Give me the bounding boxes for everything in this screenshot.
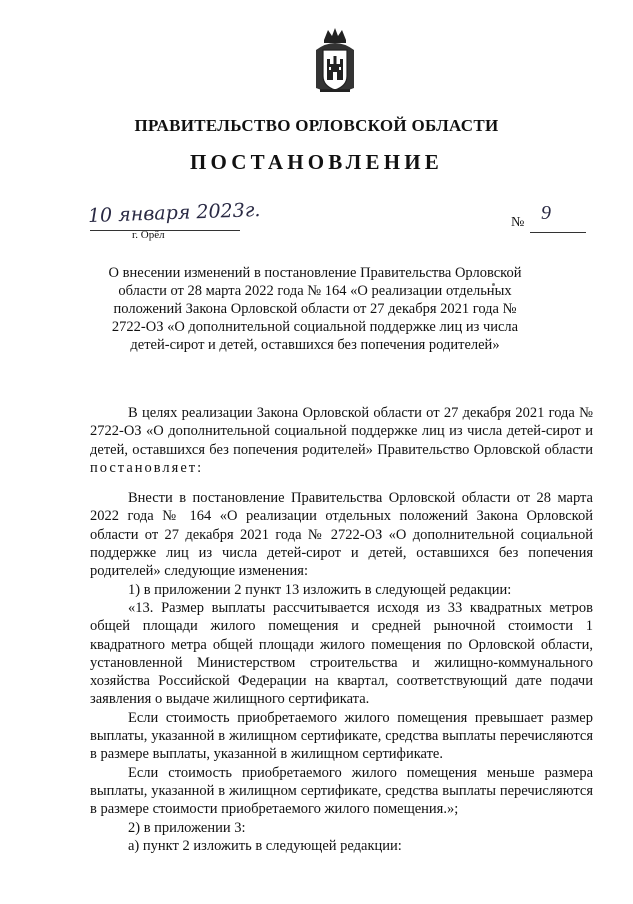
lower-cost-paragraph: Если стоимость приобретаемого жилого помещения меньше размера выплаты, указанной в жилищном сертификате, средства выплаты перечисляются в размере стоимости приобретаемого жилого помещения.»; xyxy=(90,764,593,818)
subitem-a-paragraph: а) пункт 2 изложить в следующей редакции: xyxy=(128,837,402,854)
item-2-paragraph: 2) в приложении 3: xyxy=(128,819,246,836)
number-underline xyxy=(530,232,586,233)
item-1-paragraph: 1) в приложении 2 пункт 13 изложить в следующей редакции: xyxy=(128,581,512,598)
decree-keyword: постановляет xyxy=(90,459,198,476)
handwritten-number: 9 xyxy=(541,202,551,224)
document-body xyxy=(90,404,593,855)
intro-paragraph xyxy=(90,404,593,477)
handwritten-date: 10 января 2023г. xyxy=(87,198,261,227)
amendment-paragraph: Внести в постановление Правительства Орловской области от 28 марта 2022 года № 164 «О реализации отдельных положений Закона Орловской области от 27 декабря 2021 года № 2722-ОЗ «О дополнительной социальной поддержке лиц из числа детей-сирот и детей, оставшихся без попечения родителей» следующие изменения: xyxy=(90,490,593,580)
date-underline xyxy=(90,230,240,231)
coat-of-arms-icon xyxy=(312,26,358,96)
intro-text: В целях реализации Закона Орловской области от 27 декабря 2021 года № 2722-ОЗ «О дополнительной социальной поддержке лиц из числа детей-сирот и детей, оставшихся без попечения родителей» Правительство Орловской области xyxy=(90,405,593,458)
intro-colon: : xyxy=(197,459,202,476)
clause-13-paragraph: «13. Размер выплаты рассчитывается исходя из 33 квадратных метров общей площади жилого помещения и средней рыночной стоимости 1 квадратного метра общей площади жилого помещения по Орловской области, установленной Министерством строительства и жилищно-коммунального хозяйства Российской Федерации на квартал, соответствующий дате подачи заявления о выдаче жилищного сертификата. xyxy=(90,599,593,708)
city-label: г. Орёл xyxy=(132,229,165,241)
excess-cost-paragraph: Если стоимость приобретаемого жилого помещения превышает размер выплаты, указанной в жилищном сертификате, средства выплаты перечисляются в размере выплаты, указанной в жилищном сертификате. xyxy=(90,709,593,763)
document-type: ПОСТАНОВЛЕНИЕ xyxy=(189,150,444,174)
government-title: ПРАВИТЕЛЬСТВО ОРЛОВСКОЙ ОБЛАСТИ xyxy=(134,116,499,135)
number-label: № xyxy=(511,215,525,230)
document-subject: О внесении изменений в постановление Правительства Орловской области от 28 марта 2022 года № 164 «О реализации отдельных положений Закона Орловской области от 27 декабря 2021 года № 2722-ОЗ «О дополнительной социальной поддержке лиц из числа детей-сирот и детей, оставшихся без попечения родителей» xyxy=(108,265,522,353)
